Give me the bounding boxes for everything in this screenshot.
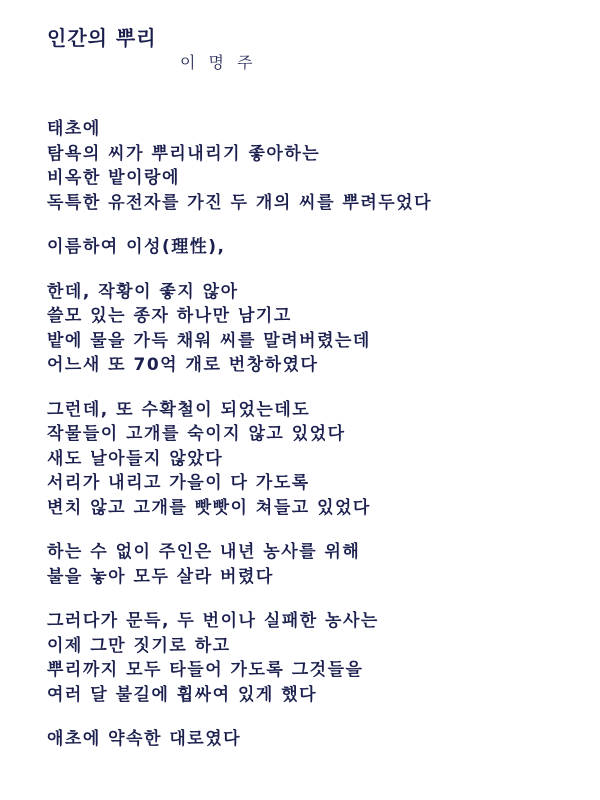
poem-line: 이름하여 이성(理性), [47,237,226,257]
poem-line: 그러다가 문득, 두 번이나 실패한 농사는 [47,611,379,631]
poem-line: 쓸모 있는 종자 하나만 남기고 [47,306,292,326]
poem-line: 어느새 또 70억 개로 번창하였다 [47,355,319,375]
stanza-1 [47,117,587,215]
poem-line: 태초에 [47,119,101,139]
poem-body [47,117,587,772]
poem-line: 독특한 유전자를 가진 두 개의 씨를 뿌려두었다 [47,192,433,213]
poem-line: 작물들이 고개를 숙이지 않고 있었다 [47,424,346,444]
poem-line: 비옥한 밭이랑에 [47,168,180,188]
poem-line: 서리가 내리고 가을이 다 가도록 [47,473,310,493]
stanza-6 [47,609,587,707]
poem-line: 새도 날아들지 않았다 [47,448,224,469]
poem-line: 변치 않고 고개를 빳빳이 쳐들고 있었다 [47,497,371,518]
stanza-5 [47,540,587,589]
poem-line: 그런데, 또 수확철이 되었는데도 [47,399,311,420]
poem-title: 인간의 뿌리 [47,26,157,50]
poem-line: 탐욕의 씨가 뿌리내리기 좋아하는 [47,143,321,164]
poem-line: 뿌리까지 모두 타들어 가도록 그것들을 [47,660,364,680]
poem-line: 애초에 약속한 대로였다 [47,729,242,749]
poem-line: 이제 그만 짓기로 하고 [47,635,231,656]
poem-line: 밭에 물을 가득 채워 씨를 말려버렸는데 [47,330,371,351]
poem-author: 이 명 주 [180,53,257,72]
stanza-2 [47,235,587,260]
poem-line: 여러 달 불길에 휩싸여 있게 했다 [47,684,318,705]
poem-line: 불을 놓아 모두 살라 버렸다 [47,566,274,587]
poem-line: 하는 수 없이 주인은 내년 농사를 위해 [47,542,361,562]
stanza-7 [47,727,587,752]
poem-line: 한데, 작황이 좋지 않아 [47,281,239,302]
stanza-3 [47,280,587,378]
stanza-4 [47,398,587,521]
